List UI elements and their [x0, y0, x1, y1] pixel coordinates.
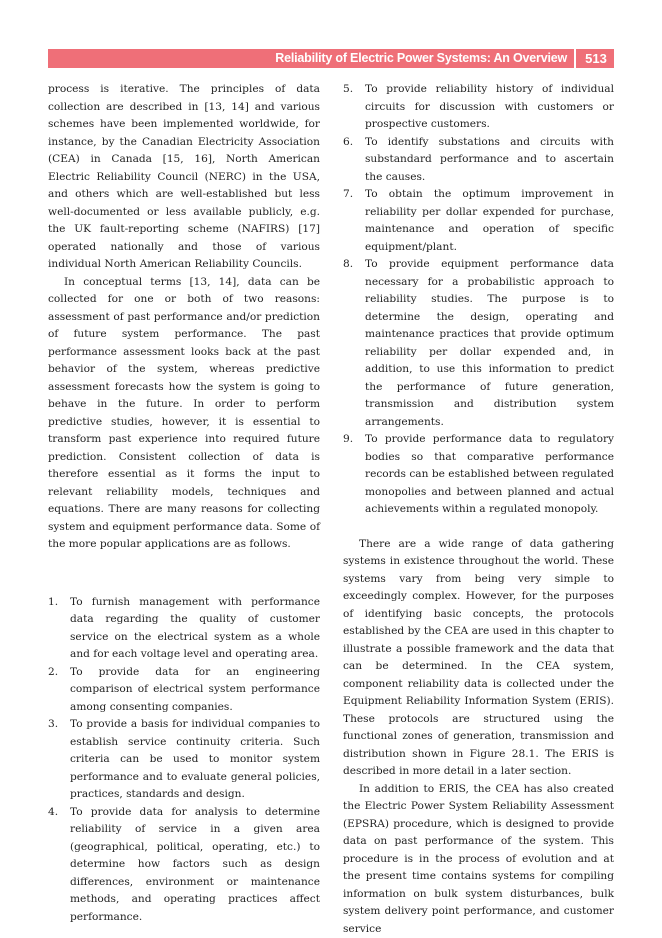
list-number: 7.	[343, 186, 353, 204]
running-header	[48, 49, 614, 68]
running-header-title: Reliability of Electric Power Systems: An Overview	[275, 49, 567, 68]
paragraph: In conceptual terms [13, 14], data can be collected for one or both of two reasons: assessment of past performance and/or prediction of future system performance. The past performance assessment looks back at the past behavior of the system, whereas predictive assessment forecasts how the system is going to behave in the future. In order to perform predictive studies, however, it is essential to transform past experience into required future prediction. Consistent collection of data is therefore essential as it forms the input to relevant reliability models, techniques and equations. There are many reasons for collecting system and equipment performance data. Some of the more popular applications are as follows.	[48, 274, 320, 554]
list-number: 3.	[48, 716, 58, 734]
header-divider	[574, 49, 576, 68]
list-number: 9.	[343, 431, 353, 449]
list-item-text: To provide reliability history of individual circuits for discussion with customers or prospective customers.	[365, 83, 614, 130]
list-number: 8.	[343, 256, 353, 274]
list-item	[48, 594, 320, 664]
list-item	[343, 256, 614, 431]
list-number: 1.	[48, 594, 58, 612]
list-item	[48, 804, 320, 927]
list-item-text: To provide data for an engineering comparison of electrical system performance among consenting companies.	[70, 666, 320, 713]
paragraph: In addition to ERIS, the CEA has also created the Electric Power System Reliability Assessment (EPSRA) procedure, which is designed to provide data on past performance of the system. This procedure is in the process of evolution and at the present time contains systems for compiling information on bulk system disturbances, bulk system delivery point performance, and customer service	[343, 781, 614, 938]
list-item-text: To provide equipment performance data necessary for a probabilistic approach to reliability studies. The purpose is to determine the design, operating and maintenance practices that provide optimum reliability per dollar expended and, in addition, to use this information to predict the performance of future generation, transmission and distribution system arrangements.	[365, 258, 614, 428]
applications-list-continued	[343, 81, 614, 519]
left-column	[48, 81, 320, 926]
list-number: 4.	[48, 804, 58, 822]
list-item-text: To provide performance data to regulatory bodies so that comparative performance records can be established between regulated monopolies and between planned and actual achievements within a regulated monopoly.	[365, 433, 614, 515]
list-item	[343, 186, 614, 256]
spacer	[48, 554, 320, 594]
list-item	[343, 431, 614, 519]
list-item	[343, 81, 614, 134]
list-item	[48, 716, 320, 804]
paragraph: process is iterative. The principles of data collection are described in [13, 14] and various schemes have been implemented worldwide, for instance, by the Canadian Electricity Association (CEA) in Canada [15, 16], North American Electric Reliability Council (NERC) in the USA, and others which are well-established but less well-documented or less available publicly, e.g. the UK fault-reporting scheme (NAFIRS) [17] operated nationally and those of various individual North American Reliability Councils.	[48, 81, 320, 274]
paragraph: There are a wide range of data gathering systems in existence throughout the world. These systems vary from being very simple to exceedingly complex. However, for the purposes of identifying basic concepts, the protocols established by the CEA are used in this chapter to illustrate a possible framework and the data that can be determined. In the CEA system, component reliability data is collected under the Equipment Reliability Information System (ERIS). These protocols are structured using the functional zones of generation, transmission and distribution shown in Figure 28.1. The ERIS is described in more detail in a later section.	[343, 536, 614, 781]
applications-list	[48, 594, 320, 927]
list-number: 2.	[48, 664, 58, 682]
list-item-text: To identify substations and circuits with substandard performance and to ascertain the causes.	[365, 136, 614, 183]
list-item-text: To furnish management with performance data regarding the quality of customer service on the electrical system as a whole and for each voltage level and operating area.	[70, 596, 320, 661]
list-number: 6.	[343, 134, 353, 152]
right-column	[343, 81, 614, 938]
list-item	[48, 664, 320, 717]
list-item-text: To provide data for analysis to determine reliability of service in a given area (geographical, political, operating, etc.) to determine how factors such as design differences, environment or maintenance methods, and operating practices affect performance.	[70, 806, 320, 923]
list-item	[343, 134, 614, 187]
list-number: 5.	[343, 81, 353, 99]
list-item-text: To provide a basis for individual companies to establish service continuity criteria. Such criteria can be used to monitor system performance and to evaluate general policies, practices, standards and design.	[70, 718, 320, 800]
list-item-text: To obtain the optimum improvement in reliability per dollar expended for purchase, maintenance and operation of specific equipment/plant.	[365, 188, 614, 253]
spacer	[343, 519, 614, 536]
page-number: 513	[578, 49, 614, 68]
